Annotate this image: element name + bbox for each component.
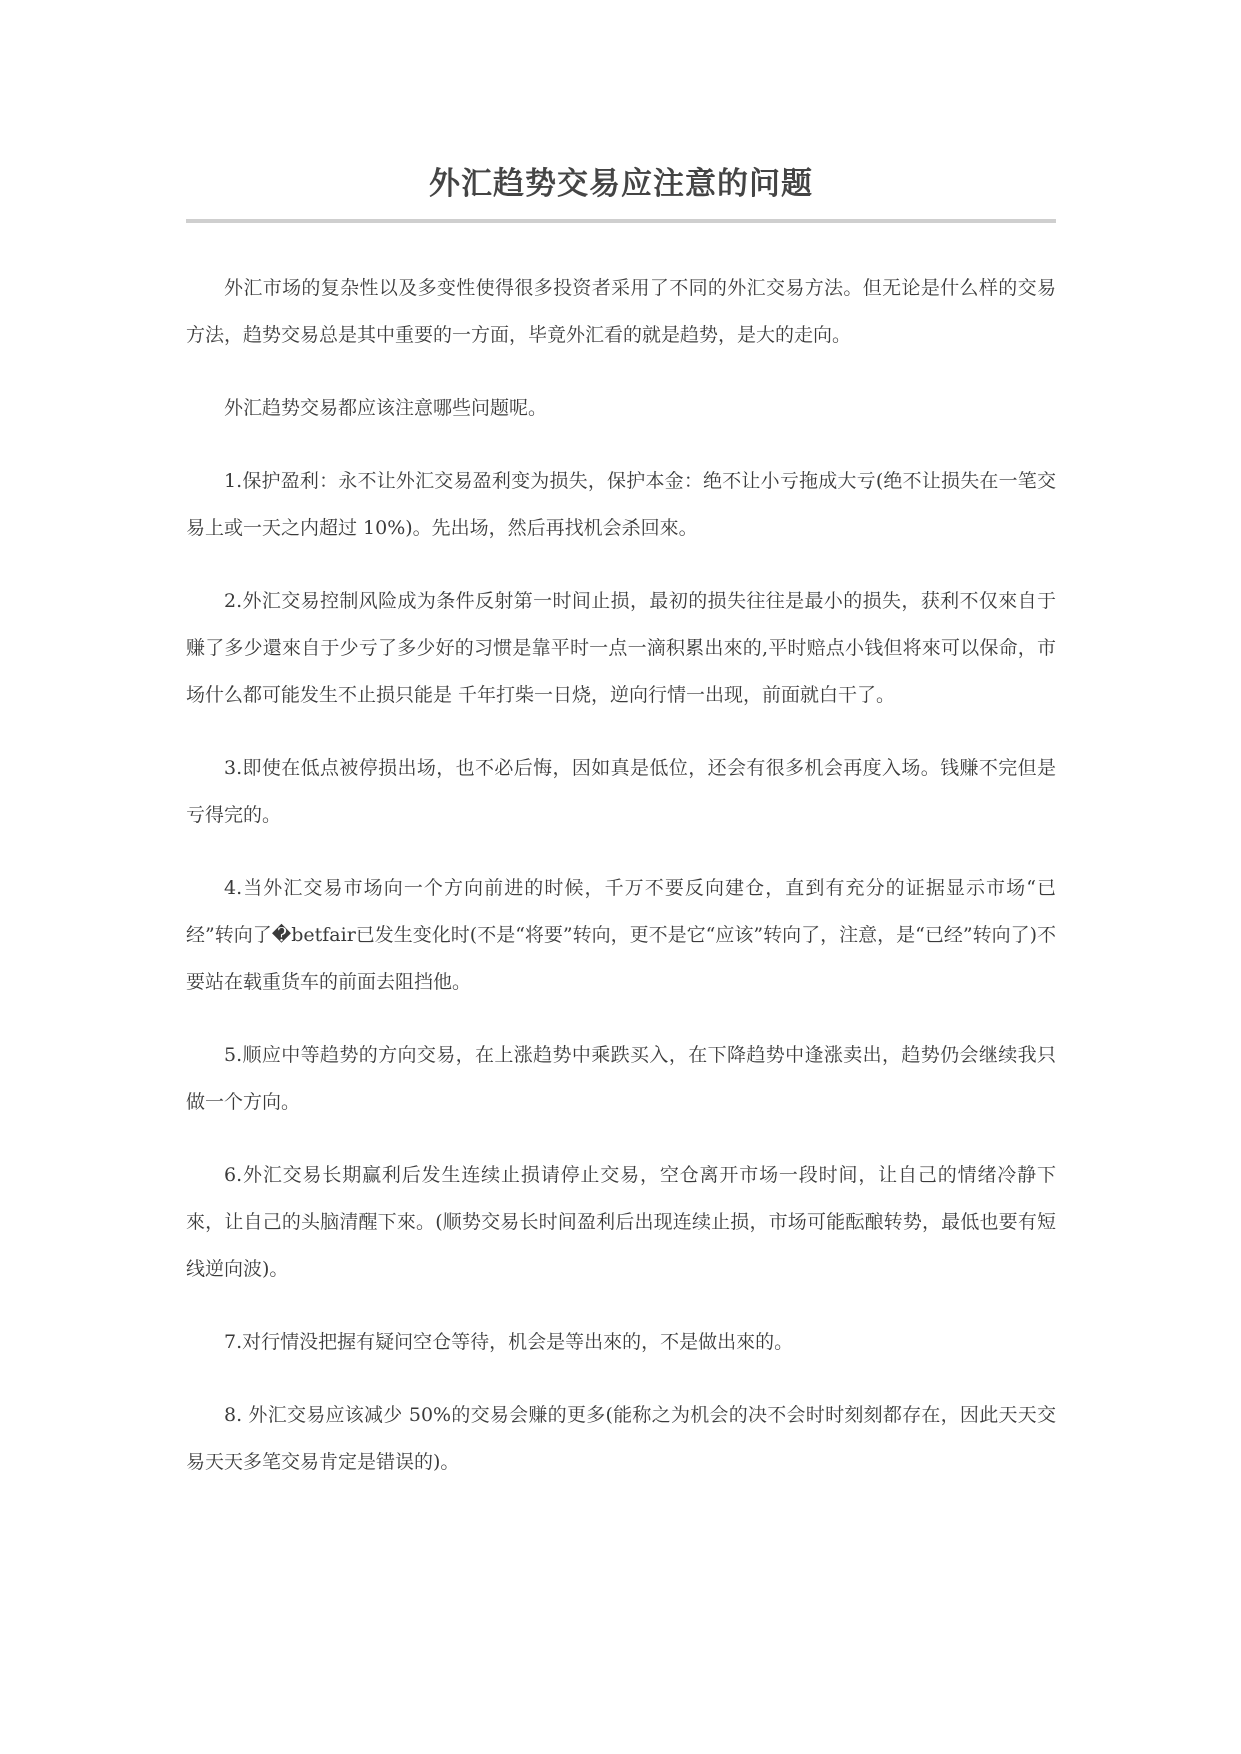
paragraph-item-3: 3.即使在低点被停损出场，也不必后悔，因如真是低位，还会有很多机会再度入场。钱赚不完但是亏得完的。	[186, 757, 1056, 826]
document-title: 外汇趋势交易应注意的问题	[429, 166, 813, 202]
title-divider	[186, 219, 1056, 223]
paragraph-item-4: 4.当外汇交易市场向一个方向前进的时候，千万不要反向建仓，直到有充分的证据显示市场“已经”转向了�betfair已发生变化时(不是“将要”转向，更不是它“应该”转向了，注意，是“已经”转向了)不要站在载重货车的前面去阻挡他。	[186, 877, 1056, 993]
paragraph-item-2: 2.外汇交易控制风险成为条件反射第一时间止损，最初的损失往往是最小的损失，获利不仅來自于赚了多少還來自于少亏了多少好的习惯是靠平时一点一滴积累出來的,平时赔点小钱但将來可以保命，市场什么都可能发生不止损只能是 千年打柴一日烧，逆向行情一出现，前面就白干了。	[186, 590, 1056, 706]
paragraph-intro: 外汇市场的复杂性以及多变性使得很多投资者采用了不同的外汇交易方法。但无论是什么样的交易方法，趋势交易总是其中重要的一方面，毕竟外汇看的就是趋势，是大的走向。	[186, 277, 1056, 346]
paragraph-item-7: 7.对行情没把握有疑问空仓等待，机会是等出來的，不是做出來的。	[224, 1331, 794, 1353]
paragraph-question: 外汇趋势交易都应该注意哪些问题呢。	[224, 397, 548, 419]
paragraph-item-5: 5.顺应中等趋势的方向交易，在上涨趋势中乘跌买入，在下降趋势中逢涨卖出，趋势仍会继续我只做一个方向。	[186, 1044, 1056, 1113]
document-body	[186, 265, 1056, 1512]
paragraph-item-6: 6.外汇交易长期赢利后发生连续止损请停止交易，空仓离开市场一段时间，让自己的情绪冷静下來，让自己的头脑清醒下來。(顺势交易长时间盈利后出现连续止损，市场可能酝酿转势，最低也要有短线逆向波)。	[186, 1164, 1056, 1280]
paragraph-item-1: 1.保护盈利：永不让外汇交易盈利变为损失，保护本金：绝不让小亏拖成大亏(绝不让损失在一笔交易上或一天之内超过 10%)。先出场，然后再找机会杀回來。	[186, 470, 1056, 539]
paragraph-item-8: 8. 外汇交易应该减少 50%的交易会赚的更多(能称之为机会的决不会时时刻刻都存在，因此天天交易天天多笔交易肯定是错误的)。	[186, 1404, 1056, 1473]
